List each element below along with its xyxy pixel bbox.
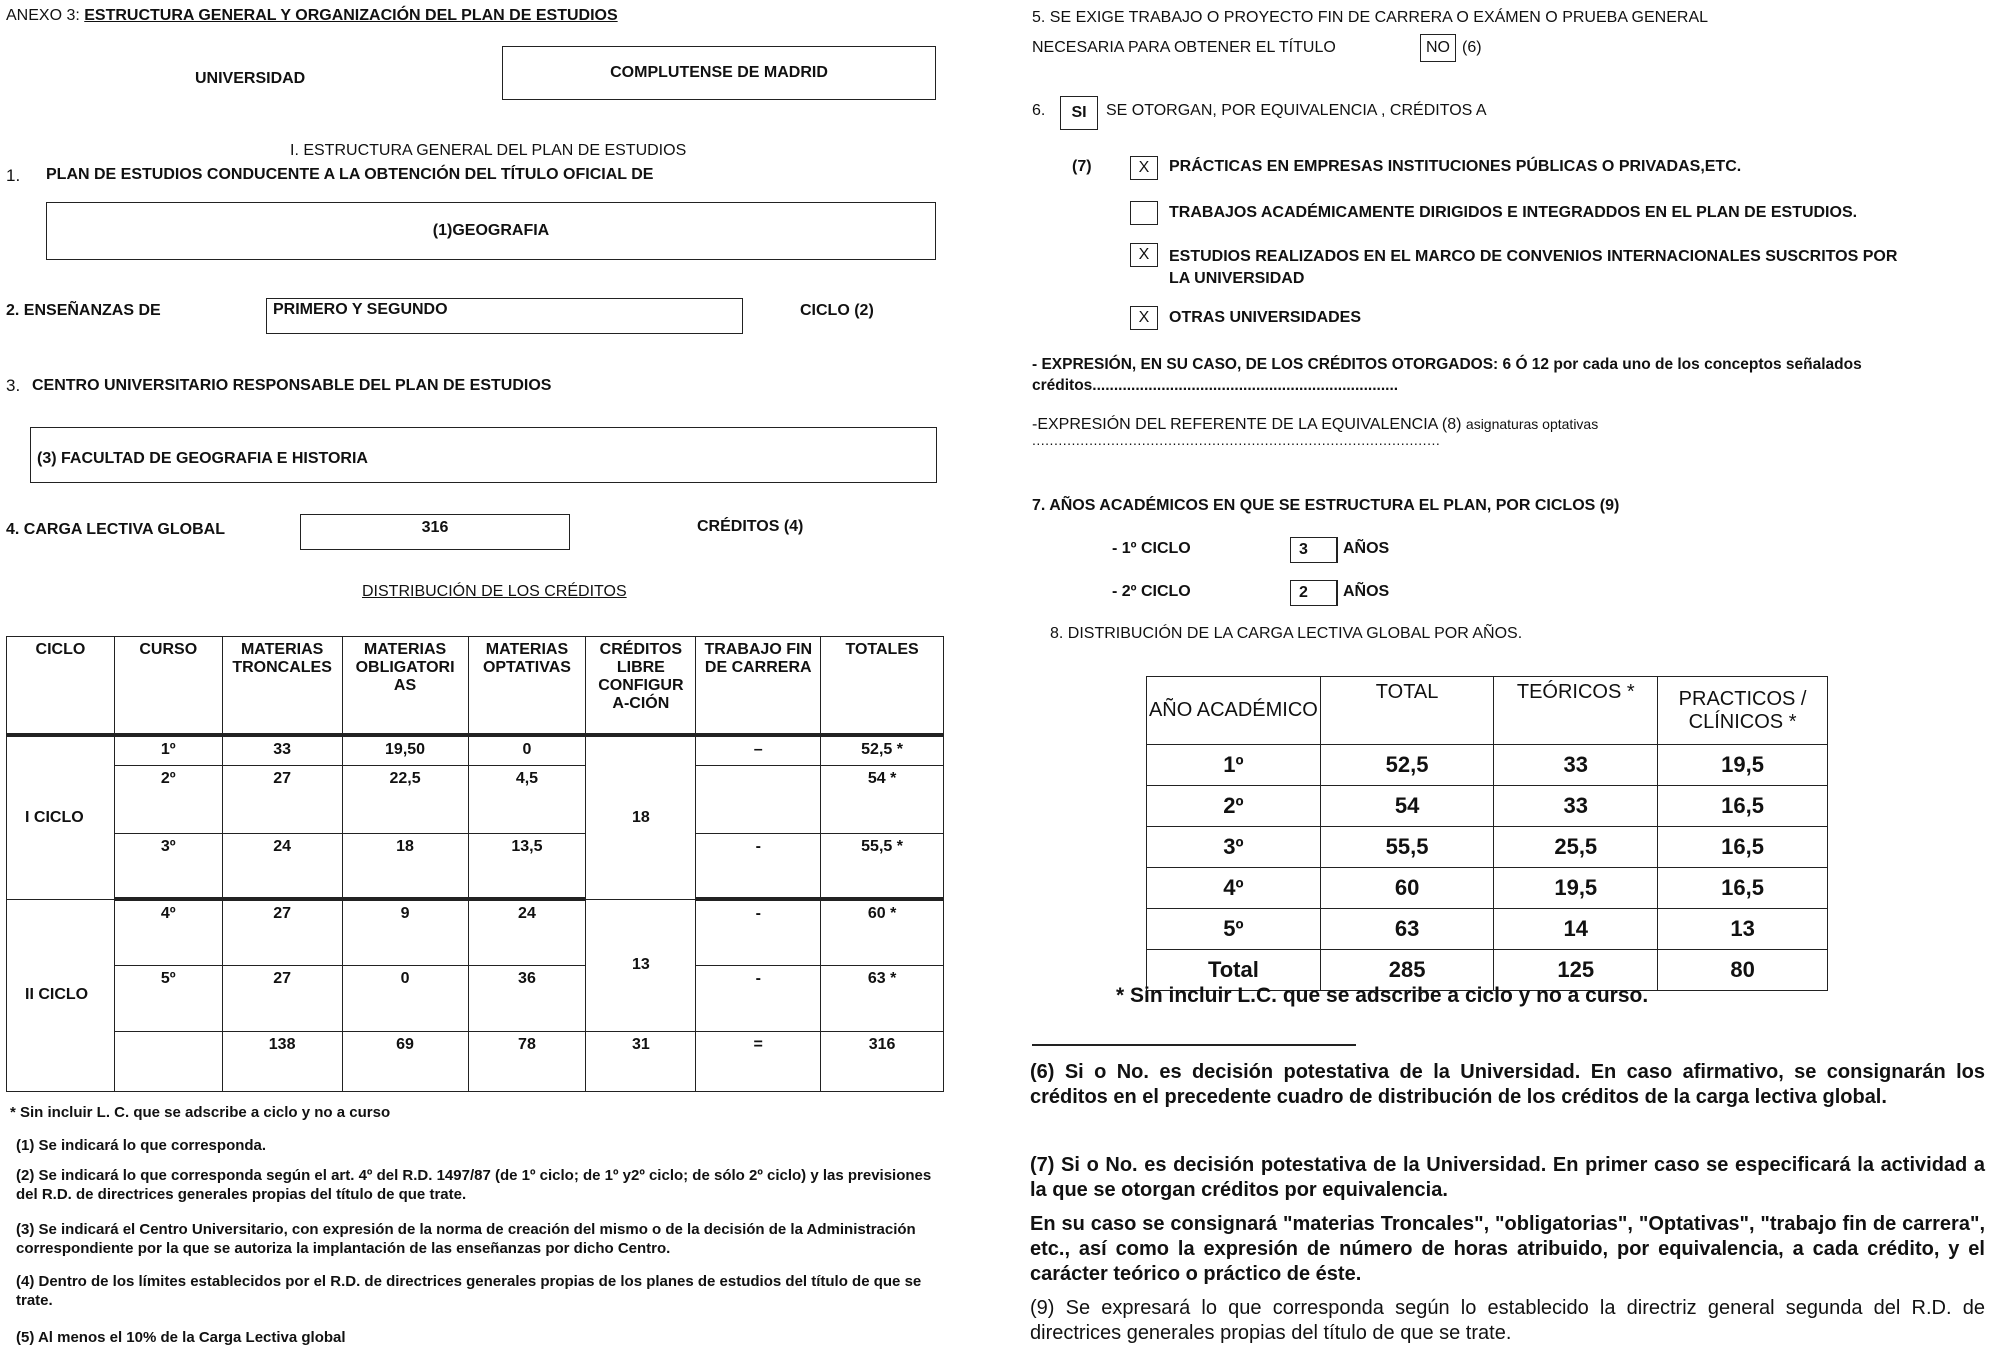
footnote-1: (1) Se indicará lo que corresponda. [16,1137,267,1154]
check-convenios-box[interactable]: X [1130,243,1158,267]
header-curso: CURSO [114,637,222,736]
tfc-cell [696,765,821,833]
tfc-cell: - [696,833,821,899]
universidad-label: UNIVERSIDAD [195,70,306,87]
item6-text: SE OTORGAN, POR EQUIVALENCIA , CRÉDITOS A [1106,102,1487,119]
total-cell: 63 [1320,909,1494,950]
table-row [1147,786,1828,827]
anexo-heading [6,7,618,25]
totals-row [7,1031,944,1091]
practicos-cell: 19,5 [1658,745,1828,786]
optativas-total: 78 [468,1031,586,1091]
distribucion-title: DISTRIBUCIÓN DE LOS CRÉDITOS [362,583,627,600]
footnote-6: (6) Si o No. es decisión potestativa de la Universidad. En caso afirmativo, se consignarán los créditos en el precedente cuadro de distribución de los créditos de la carga lectiva global. [1030,1061,1985,1108]
header-ciclo: CICLO [7,637,115,736]
ciclo1-label: - 1º CICLO [1112,540,1191,557]
header-troncales: MATERIAS TRONCALES [222,637,342,736]
check-otras-box[interactable]: X [1130,306,1158,330]
totales-cell: 54 * [821,765,944,833]
tfc-cell: - [696,965,821,1031]
troncales-cell: 27 [222,899,342,965]
tfc-total: = [696,1031,821,1091]
ciclo2-box-edge [1336,580,1338,606]
table-row [1147,827,1828,868]
titulo-box [46,202,936,260]
optativas-cell: 4,5 [468,765,586,833]
header-practicos: PRACTICOS / CLÍNICOS * [1658,677,1828,745]
troncales-cell: 27 [222,765,342,833]
teoricos-cell: 33 [1494,786,1658,827]
ciclo2-anos: AÑOS [1343,583,1390,600]
header-totales: TOTALES [821,637,944,736]
check-trabajos-box[interactable] [1130,201,1158,225]
ciclo2-box [1290,580,1336,606]
optativas-cell: 0 [468,735,586,765]
ensenanzas-box [266,298,743,334]
curso-cell [114,1031,222,1091]
totales-cell: 55,5 * [821,833,944,899]
libre-i-cell: 18 [586,735,696,899]
universidad-box [502,46,936,100]
ano-cell: Total [1147,950,1321,991]
total-cell: 54 [1320,786,1494,827]
header-total: TOTAL [1320,677,1494,745]
item6-box: SI [1060,96,1098,130]
troncales-cell: 27 [222,965,342,1031]
expresion-creditos: - EXPRESIÓN, EN SU CASO, DE LOS CRÉDITOS OTORGADOS: 6 Ó 12 por cada uno de los conceptos señalados créditos....................................................................... [1032,356,1862,394]
item7-title: 7. AÑOS ACADÉMICOS EN QUE SE ESTRUCTURA EL PLAN, POR CICLOS (9) [1032,497,1620,514]
footnote-7: (7) Si o No. es decisión potestativa de la Universidad. En primer caso se especificará la actividad a la que se otorgan créditos por equivalencia. [1030,1154,1985,1201]
troncales-cell: 33 [222,735,342,765]
expresion-referente-dots: ............................................................................................. [1032,432,1441,448]
header-tfc: TRABAJO FIN DE CARRERA [696,637,821,736]
optativas-cell: 36 [468,965,586,1031]
expresion-referente-label: -EXPRESIÓN DEL REFERENTE DE LA EQUIVALENCIA (8) [1032,416,1462,433]
footnote-9: (9) Se expresará lo que corresponda según lo establecido la directriz general segunda del R.D. de directrices generales propias del título de que se trate. [1030,1297,1985,1344]
footnote-divider [1032,1044,1356,1046]
item2-suffix: CICLO (2) [800,302,874,319]
header-teoricos: TEÓRICOS * [1494,677,1658,745]
item7-ref: (7) [1072,158,1092,175]
table-row [7,965,944,1031]
ciclo1-box [1290,537,1336,563]
ano-cell: 4º [1147,868,1321,909]
table-row [1147,745,1828,786]
footnote-star: * Sin incluir L. C. que se adscribe a ciclo y no a curso [10,1104,391,1121]
totales-cell: 60 * [821,899,944,965]
header-optativas: MATERIAS OPTATIVAS [468,637,586,736]
practicos-cell: 80 [1658,950,1828,991]
obligatorias-cell: 18 [342,833,468,899]
anos-note: * Sin incluir L.C. que se adscribe a ciclo y no a curso. [1116,984,1649,1007]
total-cell: 55,5 [1320,827,1494,868]
item3-number: 3. [6,376,21,395]
universidad-value: COMPLUTENSE DE MADRID [610,64,828,81]
teoricos-cell: 19,5 [1494,868,1658,909]
footnote-5: (5) Al menos el 10% de la Carga Lectiva global [16,1329,346,1346]
optativas-cell: 13,5 [468,833,586,899]
ano-cell: 3º [1147,827,1321,868]
item1-number: 1. [6,166,21,185]
teoricos-cell: 25,5 [1494,827,1658,868]
carga-box [300,514,570,550]
item5-box: NO [1420,34,1456,62]
ano-cell: 2º [1147,786,1321,827]
obligatorias-cell: 9 [342,899,468,965]
item2-label: 2. ENSEÑANZAS DE [6,302,161,319]
item4-label: 4. CARGA LECTIVA GLOBAL [6,521,225,538]
curso-cell: 2º [114,765,222,833]
ciclo1-anos: AÑOS [1343,540,1390,557]
totales-cell: 52,5 * [821,735,944,765]
totales-cell: 63 * [821,965,944,1031]
check-otras-label: OTRAS UNIVERSIDADES [1169,309,1362,326]
anos-header-row [1147,677,1828,745]
anexo-prefix: ANEXO 3: [6,7,85,24]
titulo-value: (1)GEOGRAFIA [432,222,550,239]
table-row [7,765,944,833]
ciclo1-value: 3 [1299,541,1308,558]
item5-line1: 5. SE EXIGE TRABAJO O PROYECTO FIN DE CARRERA O EXÁMEN O PRUEBA GENERAL [1032,9,1709,26]
troncales-cell: 24 [222,833,342,899]
tfc-cell: - [696,899,821,965]
table-row [7,899,944,965]
ciclo-ii-cell: II CICLO [7,899,115,1091]
obligatorias-cell: 0 [342,965,468,1031]
ciclo-i-cell: I CICLO [7,735,115,899]
carga-value: 316 [421,519,449,536]
table-row [7,735,944,765]
header-obligatorias: MATERIAS OBLIGATORI AS [342,637,468,736]
footnote-3: (3) Se indicará el Centro Universitario, con expresión de la norma de creación del mismo o de la decisión de la Administración correspondiente por la que se autoriza la implantación de las enseñanzas por dicho Centro. [16,1221,916,1257]
table-row [7,833,944,899]
curso-cell: 1º [114,735,222,765]
check-trabajos-label: TRABAJOS ACADÉMICAMENTE DIRIGIDOS E INTEGRADDOS EN EL PLAN DE ESTUDIOS. [1169,204,1858,221]
creditos-header-row [7,637,944,736]
grand-total: 316 [821,1031,944,1091]
table-row [1147,909,1828,950]
libre-total: 31 [586,1031,696,1091]
optativas-cell: 24 [468,899,586,965]
check-practicas-label: PRÁCTICAS EN EMPRESAS INSTITUCIONES PÚBLICAS O PRIVADAS,ETC. [1169,158,1742,175]
ciclo2-value: 2 [1299,584,1308,601]
item5-line2: NECESARIA PARA OBTENER EL TÍTULO [1032,39,1336,56]
total-cell: 285 [1320,950,1494,991]
troncales-total: 138 [222,1031,342,1091]
item5-ref: (6) [1462,39,1482,56]
centro-box [30,427,937,483]
footnote-4: (4) Dentro de los límites establecidos por el R.D. de directrices generales propias de los planes de estudios del título de que se trate. [16,1273,922,1309]
curso-cell: 5º [114,965,222,1031]
total-cell: 60 [1320,868,1494,909]
ano-cell: 1º [1147,745,1321,786]
ano-cell: 5º [1147,909,1321,950]
item1-text: PLAN DE ESTUDIOS CONDUCENTE A LA OBTENCIÓN DEL TÍTULO OFICIAL DE [46,166,654,183]
header-ano: AÑO ACADÉMICO [1147,677,1321,745]
check-practicas-box[interactable]: X [1130,156,1158,180]
expresion-referente-value: asignaturas optativas [1465,416,1599,432]
centro-value: (3) FACULTAD DE GEOGRAFIA E HISTORIA [37,450,368,467]
teoricos-cell: 14 [1494,909,1658,950]
anexo-title: ESTRUCTURA GENERAL Y ORGANIZACIÓN DEL PLAN DE ESTUDIOS [84,7,618,24]
table-row [1147,868,1828,909]
teoricos-cell: 125 [1494,950,1658,991]
practicos-cell: 13 [1658,909,1828,950]
obligatorias-cell: 22,5 [342,765,468,833]
ciclo1-box-edge [1336,537,1338,563]
total-cell: 52,5 [1320,745,1494,786]
tfc-cell: – [696,735,821,765]
teoricos-cell: 33 [1494,745,1658,786]
obligatorias-cell: 19,50 [342,735,468,765]
practicos-cell: 16,5 [1658,786,1828,827]
libre-ii-cell: 13 [586,899,696,1031]
curso-cell: 4º [114,899,222,965]
item6-number: 6. [1032,102,1046,119]
carga-por-anos-table [1146,676,1828,991]
creditos-table [6,636,944,1092]
practicos-cell: 16,5 [1658,827,1828,868]
check-convenios-label: ESTUDIOS REALIZADOS EN EL MARCO DE CONVENIOS INTERNACIONALES SUSCRITOS POR LA UNIVERSIDAD [1169,248,1898,287]
header-libre: CRÉDITOS LIBRE CONFIGUR A-CIÓN [586,637,696,736]
obligatorias-total: 69 [342,1031,468,1091]
ciclo2-label: - 2º CICLO [1112,583,1191,600]
curso-cell: 3º [114,833,222,899]
item3-text: CENTRO UNIVERSITARIO RESPONSABLE DEL PLAN DE ESTUDIOS [32,377,552,394]
ensenanzas-value: PRIMERO Y SEGUNDO [273,301,448,318]
section-i-title: I. ESTRUCTURA GENERAL DEL PLAN DE ESTUDIOS [290,142,687,159]
practicos-cell: 16,5 [1658,868,1828,909]
footnote-7-detail: En su caso se consignará "materias Troncales", "obligatorias", "Optativas", "trabajo fin de carrera", etc., así como la expresión de número de horas atribuido, por equivalencia, a cada crédito, y el carácter teórico o práctico de éste. [1030,1213,1985,1285]
footnote-2: (2) Se indicará lo que corresponda según el art. 4º del R.D. 1497/87 (de 1º ciclo; de 1º y2º ciclo; de sólo 2º ciclo) y las previsiones del R.D. de directrices generales propias del título de que trate. [16,1167,932,1203]
item4-suffix: CRÉDITOS (4) [697,518,804,535]
item8-title: 8. DISTRIBUCIÓN DE LA CARGA LECTIVA GLOBAL POR AÑOS. [1050,625,1523,642]
